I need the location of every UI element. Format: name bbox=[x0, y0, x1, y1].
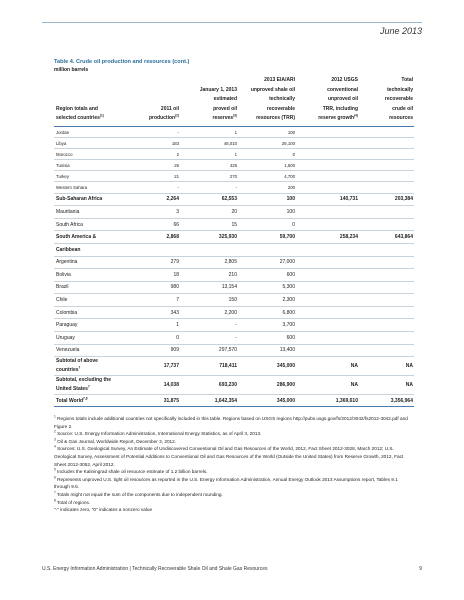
row-label: Turkey bbox=[54, 171, 140, 182]
table-cell: 59,700 bbox=[238, 231, 296, 244]
table-cell: 425 bbox=[180, 160, 238, 171]
header-line: 2012 USGS bbox=[331, 77, 358, 83]
table-cell bbox=[296, 126, 359, 137]
footnote-marker: 7 bbox=[87, 384, 90, 389]
row-label: South Africa bbox=[54, 218, 140, 231]
table-cell: 26,100 bbox=[238, 138, 296, 149]
table-cell: 0 bbox=[238, 218, 296, 231]
column-header bbox=[359, 75, 414, 126]
header-line: 2013 EIA/ARI bbox=[264, 77, 295, 83]
header-line: proved oil bbox=[213, 105, 237, 112]
table-cell: 4,700 bbox=[238, 171, 296, 182]
table-cell: NA bbox=[296, 357, 359, 376]
row-label: Paraguay bbox=[54, 319, 140, 332]
table-cell: 100 bbox=[238, 193, 296, 206]
row-label: Bolivia bbox=[54, 269, 140, 282]
table-unit: million barrels bbox=[54, 67, 89, 73]
table-cell: 21 bbox=[140, 171, 180, 182]
table-cell: 210 bbox=[180, 269, 238, 282]
header-line: technically bbox=[269, 96, 295, 103]
header-rule bbox=[42, 22, 422, 23]
table-cell: NA bbox=[296, 376, 359, 395]
footnote-number: 5 bbox=[54, 467, 56, 472]
header-line: production bbox=[148, 115, 176, 122]
header-line: recoverable bbox=[384, 96, 413, 103]
table-cell bbox=[359, 319, 414, 332]
footnote-number: 8 bbox=[54, 497, 56, 502]
table-cell: 1 bbox=[180, 126, 238, 137]
column-header bbox=[180, 75, 238, 126]
row-label: Sub-Saharan Africa bbox=[54, 193, 140, 206]
label-line: Subtotal of above bbox=[56, 358, 98, 365]
footnote-marker: (2) bbox=[175, 113, 179, 118]
table-cell bbox=[296, 182, 359, 193]
table-cell: 345,000 bbox=[238, 395, 296, 407]
row-label: Colombia bbox=[54, 306, 140, 319]
footnote-text: "-" indicates zero, "0" indicates a nonzero value bbox=[54, 507, 153, 513]
table-cell: 100 bbox=[238, 126, 296, 137]
table-header-row bbox=[54, 75, 414, 126]
footnote-number: 2 bbox=[54, 429, 56, 434]
table-row bbox=[54, 294, 414, 307]
footnote bbox=[54, 491, 412, 499]
table-cell: 14,038 bbox=[140, 376, 180, 395]
table-cell bbox=[359, 126, 414, 137]
table-row bbox=[54, 126, 414, 137]
table-cell bbox=[296, 206, 359, 219]
table-cell: 1,642,354 bbox=[180, 395, 238, 407]
table-cell: 7 bbox=[140, 294, 180, 307]
footnote-number: 7 bbox=[54, 490, 56, 495]
table-cell: 183 bbox=[140, 138, 180, 149]
table-cell: 0 bbox=[140, 332, 180, 345]
table-cell: 5,300 bbox=[238, 281, 296, 294]
table-cell bbox=[296, 281, 359, 294]
table-cell bbox=[296, 171, 359, 182]
table-row bbox=[54, 171, 414, 182]
table-cell bbox=[296, 243, 359, 256]
footnote bbox=[54, 499, 412, 507]
row-label: Uruguay bbox=[54, 332, 140, 345]
label-line: countries bbox=[56, 367, 79, 374]
table-cell: NA bbox=[359, 357, 414, 376]
table-cell: 15 bbox=[180, 218, 238, 231]
row-label: Argentina bbox=[54, 256, 140, 269]
footnote bbox=[54, 468, 412, 476]
table-row bbox=[54, 218, 414, 231]
row-label bbox=[54, 357, 140, 376]
column-header bbox=[296, 75, 359, 126]
footnote-text: Oil & Gas Journal, Worldwide Report, December 3, 2012. bbox=[57, 438, 177, 444]
footnote-number: 6 bbox=[54, 475, 56, 480]
header-line: technically bbox=[387, 86, 413, 93]
footnote-marker: (1) bbox=[99, 113, 104, 118]
header-line: unproved shale oil bbox=[250, 86, 295, 93]
row-label: Jordan bbox=[54, 126, 140, 137]
table-cell bbox=[296, 138, 359, 149]
table-cell bbox=[296, 160, 359, 171]
table-cell: 31,875 bbox=[140, 395, 180, 407]
row-label: Venezuela bbox=[54, 344, 140, 357]
table-cell: 66 bbox=[140, 218, 180, 231]
footnote-marker: (3) bbox=[233, 113, 237, 118]
table-cell: 6,800 bbox=[238, 306, 296, 319]
table-cell bbox=[296, 218, 359, 231]
table-row bbox=[54, 206, 414, 219]
table-cell: 980 bbox=[140, 281, 180, 294]
footnote bbox=[54, 445, 412, 468]
table-cell: 150 bbox=[180, 294, 238, 307]
table-cell bbox=[359, 332, 414, 345]
table-cell: 27,000 bbox=[238, 256, 296, 269]
table-cell: 13,400 bbox=[238, 344, 296, 357]
total-label: Total World bbox=[56, 397, 84, 404]
row-label: Caribbean bbox=[54, 243, 140, 256]
footer-text: U.S. Energy Information Administration | Technically Recoverable Shale Oil and Shale Gas Resources bbox=[42, 566, 268, 572]
header-line: estimated bbox=[213, 96, 237, 103]
report-date: June 2013 bbox=[379, 26, 422, 36]
table-cell bbox=[140, 243, 180, 256]
row-label: Tunisia bbox=[54, 160, 140, 171]
table-cell: 2,300 bbox=[238, 294, 296, 307]
footnote-text: Totals might not equal the sum of the components due to independent rounding. bbox=[57, 491, 223, 497]
table-row bbox=[54, 256, 414, 269]
table-cell: 1,369,610 bbox=[296, 395, 359, 407]
column-header bbox=[238, 75, 296, 126]
table-cell bbox=[359, 160, 414, 171]
footnote-text: Represents unproved U.S. tight oil resources as reported in the U.S. Energy Information Administration, Annual Energy Outlook 2013 Assumptions report, Tables 9.1 through 9.5. bbox=[54, 476, 398, 490]
footnote-marker: 7,8 bbox=[83, 396, 88, 401]
crude-oil-table bbox=[54, 75, 414, 407]
label-line: United States bbox=[56, 386, 88, 393]
header-line: crude oil bbox=[392, 105, 413, 112]
table-cell bbox=[359, 149, 414, 160]
page-number: 9 bbox=[419, 566, 422, 572]
table-body bbox=[54, 126, 414, 406]
table-cell: 2,200 bbox=[180, 306, 238, 319]
table-cell bbox=[238, 243, 296, 256]
table-cell bbox=[359, 182, 414, 193]
table-cell: - bbox=[180, 332, 238, 345]
table-cell: 279 bbox=[140, 256, 180, 269]
table-cell bbox=[180, 243, 238, 256]
table-cell: 17,737 bbox=[140, 357, 180, 376]
table-cell: 26 bbox=[140, 160, 180, 171]
table-cell bbox=[359, 281, 414, 294]
table-cell: 297,570 bbox=[180, 344, 238, 357]
header-line: 2011 oil bbox=[160, 105, 179, 112]
table-cell: - bbox=[180, 182, 238, 193]
table-cell: 2 bbox=[140, 149, 180, 160]
table-cell bbox=[359, 344, 414, 357]
table-cell: 693,230 bbox=[180, 376, 238, 395]
header-line: Region totals and bbox=[56, 105, 98, 112]
footnote-text: Total of regions. bbox=[57, 499, 91, 505]
table-row bbox=[54, 269, 414, 282]
footnote-text: Source: U.S. Energy Information Administration, International Energy Statistics, as of April 3, 2013. bbox=[57, 431, 262, 437]
table-cell bbox=[296, 319, 359, 332]
table-cell: - bbox=[140, 182, 180, 193]
column-header bbox=[54, 75, 140, 126]
table-title: Table 4. Crude oil production and resources (cont.) bbox=[54, 59, 190, 65]
table-cell: 62,553 bbox=[180, 193, 238, 206]
table-row bbox=[54, 182, 414, 193]
table-cell: 100 bbox=[238, 206, 296, 219]
footnote-number: 1 bbox=[54, 414, 56, 419]
table-cell: 325,930 bbox=[180, 231, 238, 244]
table-row bbox=[54, 160, 414, 171]
row-label: Morocco bbox=[54, 149, 140, 160]
header-line: resources (TRR) bbox=[256, 115, 295, 122]
table-cell: 48,010 bbox=[180, 138, 238, 149]
footnote-text: Includes the Kaliningrad shale oil resource estimate of 1.2 billion barrels. bbox=[57, 469, 208, 475]
table-cell: 140,731 bbox=[296, 193, 359, 206]
table-cell bbox=[296, 306, 359, 319]
total-row bbox=[54, 395, 414, 407]
footnote bbox=[54, 415, 412, 430]
header-line: TRR, including bbox=[322, 105, 358, 112]
table-cell bbox=[359, 243, 414, 256]
footnote-marker: 7 bbox=[78, 365, 81, 370]
table-cell: 3 bbox=[140, 206, 180, 219]
table-cell bbox=[296, 269, 359, 282]
table-cell: 3,700 bbox=[238, 319, 296, 332]
header-line: Total bbox=[401, 77, 413, 83]
row-label: Mauritania bbox=[54, 206, 140, 219]
table-cell: 1 bbox=[180, 149, 238, 160]
table-row bbox=[54, 193, 414, 206]
table-cell bbox=[359, 218, 414, 231]
row-label: Libya bbox=[54, 138, 140, 149]
table-cell bbox=[296, 344, 359, 357]
table-cell bbox=[359, 138, 414, 149]
footnote-text: Regions totals include additional countries not specifically included in this table. Regions based on USGS regions http://pubs.usgs.gov/fs/2012/3042/fs2012-3042.pdf and Figure 2. bbox=[54, 416, 408, 429]
footnote-number: 3 bbox=[54, 437, 56, 442]
table-cell: 13,154 bbox=[180, 281, 238, 294]
table-cell: 286,900 bbox=[238, 376, 296, 395]
header-line: selected countries bbox=[56, 115, 100, 122]
header-line: reserve growth bbox=[318, 115, 355, 122]
row-label: Brazil bbox=[54, 281, 140, 294]
table-row bbox=[54, 281, 414, 294]
subtotal-row bbox=[54, 357, 414, 376]
table-cell: NA bbox=[359, 376, 414, 395]
table-cell: 643,864 bbox=[359, 231, 414, 244]
table-cell: 2,264 bbox=[140, 193, 180, 206]
table-row bbox=[54, 332, 414, 345]
footnote bbox=[54, 430, 412, 438]
header-line: recoverable bbox=[266, 105, 295, 112]
table-cell: 600 bbox=[238, 332, 296, 345]
table-cell: 1,500 bbox=[238, 160, 296, 171]
table-cell: 718,411 bbox=[180, 357, 238, 376]
table-row bbox=[54, 149, 414, 160]
table-row bbox=[54, 138, 414, 149]
table-cell bbox=[296, 256, 359, 269]
header-line: resources bbox=[389, 115, 413, 122]
footnote bbox=[54, 438, 412, 446]
table-cell: 0 bbox=[238, 149, 296, 160]
table-row bbox=[54, 344, 414, 357]
table-cell bbox=[359, 269, 414, 282]
header-line: January 1, 2013 bbox=[199, 86, 237, 93]
subtotal-row bbox=[54, 376, 414, 395]
label-line: Subtotal, excluding the bbox=[56, 377, 112, 384]
table-cell: 345,000 bbox=[238, 357, 296, 376]
table-row bbox=[54, 306, 414, 319]
footnote-text: Sources: U.S. Geological Survey, An Estimate of Undiscovered Conventional Oil and Gas Resources of the World, 2012, Fact Sheet 2012-3028, March 2012; U.S. Geological Survey, Assessment of Potential Additions to Conventional Oil and Gas Resources of the World (Outside the United States) from Reserve Growth, 2012, Fact Sheet 2012-3052, April 2012. bbox=[54, 446, 404, 467]
footnote-marker: (4) bbox=[354, 113, 358, 118]
table-cell: 18 bbox=[140, 269, 180, 282]
table-cell bbox=[359, 306, 414, 319]
table-cell: 3,356,964 bbox=[359, 395, 414, 407]
row-label bbox=[54, 395, 140, 407]
table-cell: 2,805 bbox=[180, 256, 238, 269]
table-cell bbox=[359, 171, 414, 182]
header-line: unproved oil bbox=[328, 96, 358, 103]
footnote bbox=[54, 506, 412, 514]
footnote-number: 4 bbox=[54, 444, 56, 449]
table-cell: 203,384 bbox=[359, 193, 414, 206]
table-cell bbox=[359, 256, 414, 269]
table-row bbox=[54, 319, 414, 332]
header-line: conventional bbox=[327, 86, 358, 93]
row-label: South America & bbox=[54, 231, 140, 244]
header-line: reserves bbox=[212, 115, 234, 122]
column-header bbox=[140, 75, 180, 126]
row-label bbox=[54, 376, 140, 395]
table-cell: 200 bbox=[238, 182, 296, 193]
table-cell bbox=[296, 294, 359, 307]
table-cell: 1 bbox=[140, 319, 180, 332]
row-label: Western Sahara bbox=[54, 182, 140, 193]
table-cell bbox=[296, 332, 359, 345]
row-label: Chile bbox=[54, 294, 140, 307]
table-row bbox=[54, 231, 414, 244]
table-cell: 909 bbox=[140, 344, 180, 357]
table-cell: - bbox=[180, 319, 238, 332]
table-cell bbox=[296, 149, 359, 160]
table-cell: 20 bbox=[180, 206, 238, 219]
table-cell bbox=[359, 206, 414, 219]
table-cell: 2,868 bbox=[140, 231, 180, 244]
table-cell: 600 bbox=[238, 269, 296, 282]
table-cell: 258,234 bbox=[296, 231, 359, 244]
table-cell: 270 bbox=[180, 171, 238, 182]
table-cell: - bbox=[140, 126, 180, 137]
table-footnotes bbox=[54, 415, 412, 514]
table-cell: 343 bbox=[140, 306, 180, 319]
table-row bbox=[54, 243, 414, 256]
footnote bbox=[54, 476, 412, 491]
table-cell bbox=[359, 294, 414, 307]
